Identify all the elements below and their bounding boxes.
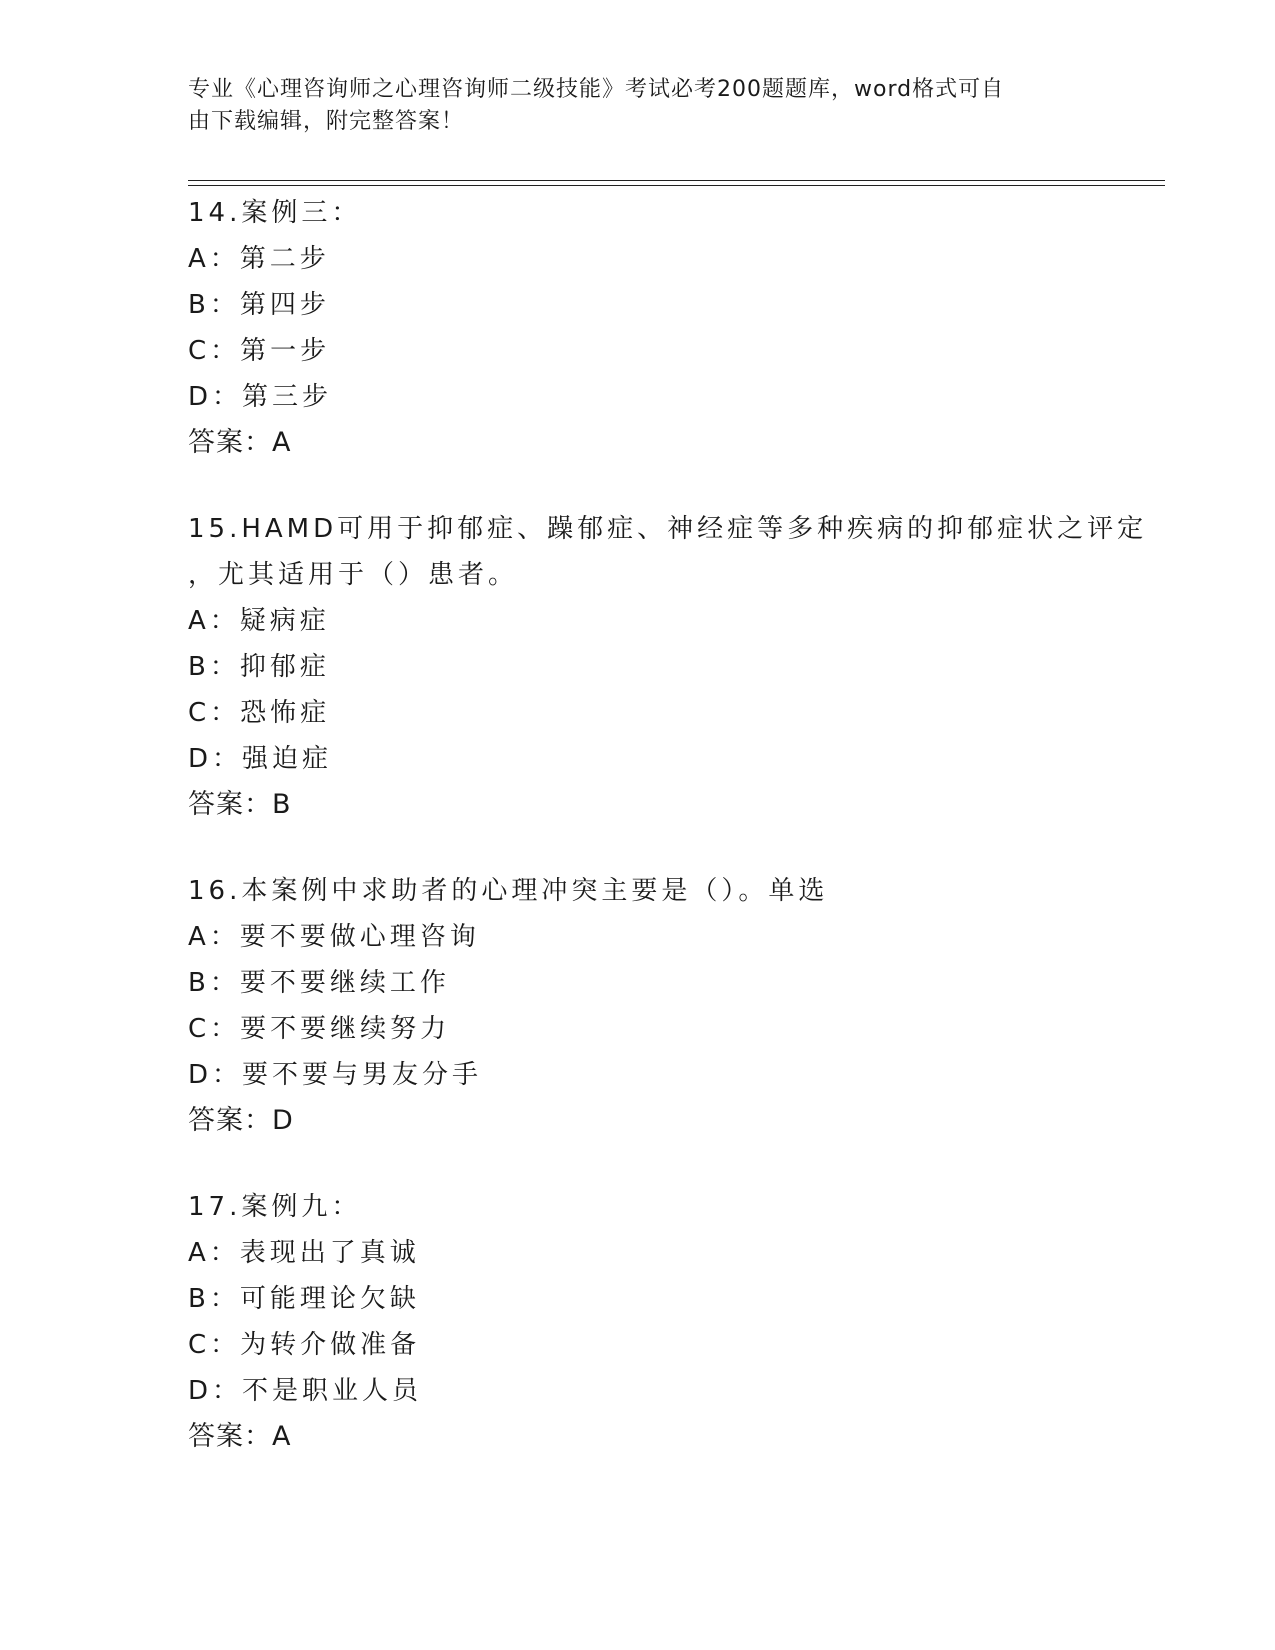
question-stem: 15.HAMD可用于抑郁症、躁郁症、神经症等多种疾病的抑郁症状之评定 xyxy=(188,514,1148,544)
option-a: A：要不要做心理咨询 xyxy=(188,922,480,952)
question-14 xyxy=(188,190,1148,466)
option-d: D：要不要与男友分手 xyxy=(188,1060,483,1090)
question-stem-continued: ，尤其适用于（）患者。 xyxy=(188,560,519,590)
question-16 xyxy=(188,868,1148,1144)
header-divider-top xyxy=(188,180,1165,181)
option-a: A：疑病症 xyxy=(188,606,330,636)
option-d: D：不是职业人员 xyxy=(188,1376,423,1406)
question-stem: 16.本案例中求助者的心理冲突主要是（）。单选 xyxy=(188,876,829,906)
option-b: B：可能理论欠缺 xyxy=(188,1284,420,1314)
question-15 xyxy=(188,506,1148,828)
option-d: D：第三步 xyxy=(188,382,333,412)
question-17 xyxy=(188,1184,1148,1460)
option-c: C：要不要继续努力 xyxy=(188,1014,451,1044)
answer-label: 答案：B xyxy=(188,789,292,820)
option-b: B：要不要继续工作 xyxy=(188,968,450,998)
header-divider-bottom xyxy=(188,185,1165,186)
option-c: C：恐怖症 xyxy=(188,698,331,728)
answer-label: 答案：A xyxy=(188,427,292,458)
intro-line-2: 由下载编辑，附完整答案！ xyxy=(188,109,465,134)
question-stem: 14.案例三： xyxy=(188,198,362,228)
intro-line-1: 专业《心理咨询师之心理咨询师二级技能》考试必考200题题库，word格式可自 xyxy=(188,77,1005,102)
answer-label: 答案：D xyxy=(188,1105,294,1136)
option-b: B：抑郁症 xyxy=(188,652,330,682)
option-b: B：第四步 xyxy=(188,290,330,320)
question-stem: 17.案例九： xyxy=(188,1192,362,1222)
answer-label: 答案：A xyxy=(188,1421,292,1452)
question-list xyxy=(188,190,1148,1500)
option-d: D：强迫症 xyxy=(188,744,333,774)
option-c: C：为转介做准备 xyxy=(188,1330,421,1360)
option-a: A：第二步 xyxy=(188,244,330,274)
document-intro xyxy=(188,74,1068,138)
option-a: A：表现出了真诚 xyxy=(188,1238,420,1268)
option-c: C：第一步 xyxy=(188,336,331,366)
